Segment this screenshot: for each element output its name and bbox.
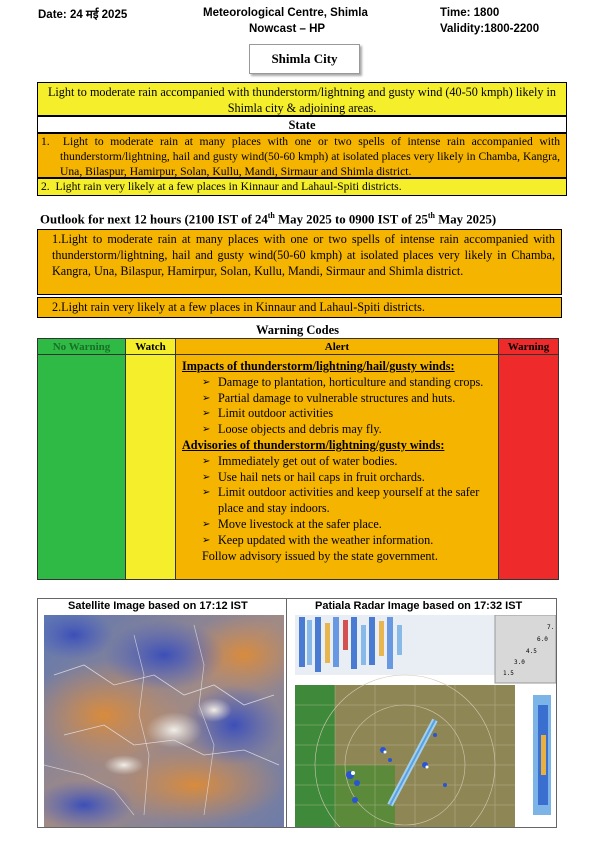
arrow-bullet-icon: ➢ — [202, 487, 211, 499]
header-no-warning: No Warning — [38, 339, 126, 355]
arrow-bullet-icon: ➢ — [202, 455, 211, 467]
impact-item: ➢ Limit outdoor activities — [202, 406, 334, 421]
advisory-item: ➢ Immediately get out of water bodies. — [202, 453, 398, 468]
state-item-1: 1. Light to moderate rain at many places with one or two spells of intense rain accompanied with thunderstorm/lightning, hail and gusty wind(50-60 kmph) at isolated places very likely in Chamba, Kangra, Una, Bilaspur, Hamirpur, Solan, Kullu, Mandi, Sirmaur and Shimla district. — [37, 133, 567, 178]
radar-scale-label: 7. — [547, 624, 555, 631]
arrow-bullet-icon: ➢ — [202, 408, 211, 420]
alert-cell — [176, 355, 499, 580]
outlook-item-1: 1.Light to moderate rain at many places with one or two spells of intense rain accompanied with thunderstorm/lightning, hail and gusty wind(50-60 kmph) at isolated places very likely in Chamba, Kangra, Una, Bilaspur, Hamirpur, Solan, Kullu, Mandi, Sirmaur and Shimla district. — [37, 229, 562, 295]
advisories-heading: Advisories of thunderstorm/lightning/gusty winds: — [182, 437, 445, 452]
no-warning-cell — [38, 355, 126, 580]
centre-label: Meteorological Centre, Shimla — [203, 7, 368, 19]
radar-caption: Patiala Radar Image based on 17:32 IST — [315, 600, 523, 612]
radar-scale-label: 4.5 — [526, 648, 537, 655]
warning-codes-table — [37, 338, 559, 580]
arrow-bullet-icon: ➢ — [202, 424, 211, 436]
arrow-bullet-icon: ➢ — [202, 376, 211, 388]
time-label: Time: 1800 — [440, 7, 500, 19]
city-forecast: Light to moderate rain accompanied with thunderstorm/lightning and gusty wind (40-50 kmph) likely in Shimla city & adjoining areas. — [37, 82, 567, 116]
nowcast-label: Nowcast – HP — [249, 23, 326, 35]
radar-scale-label: 6.0 — [537, 636, 548, 643]
city-title: Shimla City — [249, 44, 360, 74]
warning-codes-header-row — [38, 339, 559, 355]
arrow-bullet-icon: ➢ — [202, 392, 211, 404]
warning-codes-body-row — [38, 355, 559, 580]
image-panel — [37, 598, 557, 828]
outlook-title: Outlook for next 12 hours (2100 IST of 24th May 2025 to 0900 IST of 25th May 2025) — [40, 211, 497, 227]
impact-item: ➢ Damage to plantation, horticulture and standing crops. — [202, 374, 484, 389]
radar-scale-label: 1.5 — [503, 670, 514, 677]
state-item-2: 2. Light rain very likely at a few places in Kinnaur and Lahaul-Spiti districts. — [37, 178, 567, 196]
warning-codes-title: Warning Codes — [255, 323, 339, 337]
impact-item: ➢ Partial damage to vulnerable structures and huts. — [202, 390, 456, 405]
date-label: Date: 24 मई 2025 — [38, 9, 128, 21]
watch-cell — [126, 355, 176, 580]
warning-cell — [499, 355, 559, 580]
radar-image — [295, 615, 556, 827]
advisory-item: ➢ Keep updated with the weather information. — [202, 532, 434, 547]
header-warning: Warning — [499, 339, 559, 355]
advisory-item: ➢ Use hail nets or hail caps in fruit orchards. — [202, 469, 425, 484]
header-watch: Watch — [126, 339, 176, 355]
validity-label: Validity:1800-2200 — [440, 23, 540, 35]
advisory-item: ➢ Move livestock at the safer place. — [202, 516, 382, 531]
outlook-item-2: 2.Light rain very likely at a few places in Kinnaur and Lahaul-Spiti districts. — [37, 297, 562, 318]
arrow-bullet-icon: ➢ — [202, 471, 211, 483]
header-alert: Alert — [176, 339, 499, 355]
advisory-item: ➢ Limit outdoor activities and keep yourself at the safer place and stay indoors. — [202, 485, 480, 516]
advisory-footer: Follow advisory issued by the state government. — [202, 548, 438, 563]
radar-scale-label: 3.0 — [514, 659, 525, 666]
state-heading: State — [37, 116, 567, 133]
satellite-image — [44, 615, 284, 827]
panel-divider — [286, 599, 287, 827]
impacts-heading: Impacts of thunderstorm/lightning/hail/gusty winds: — [182, 359, 455, 373]
impact-item: ➢ Loose objects and debris may fly. — [202, 422, 382, 437]
arrow-bullet-icon: ➢ — [202, 534, 211, 546]
arrow-bullet-icon: ➢ — [202, 518, 211, 530]
satellite-caption: Satellite Image based on 17:12 IST — [68, 600, 248, 612]
